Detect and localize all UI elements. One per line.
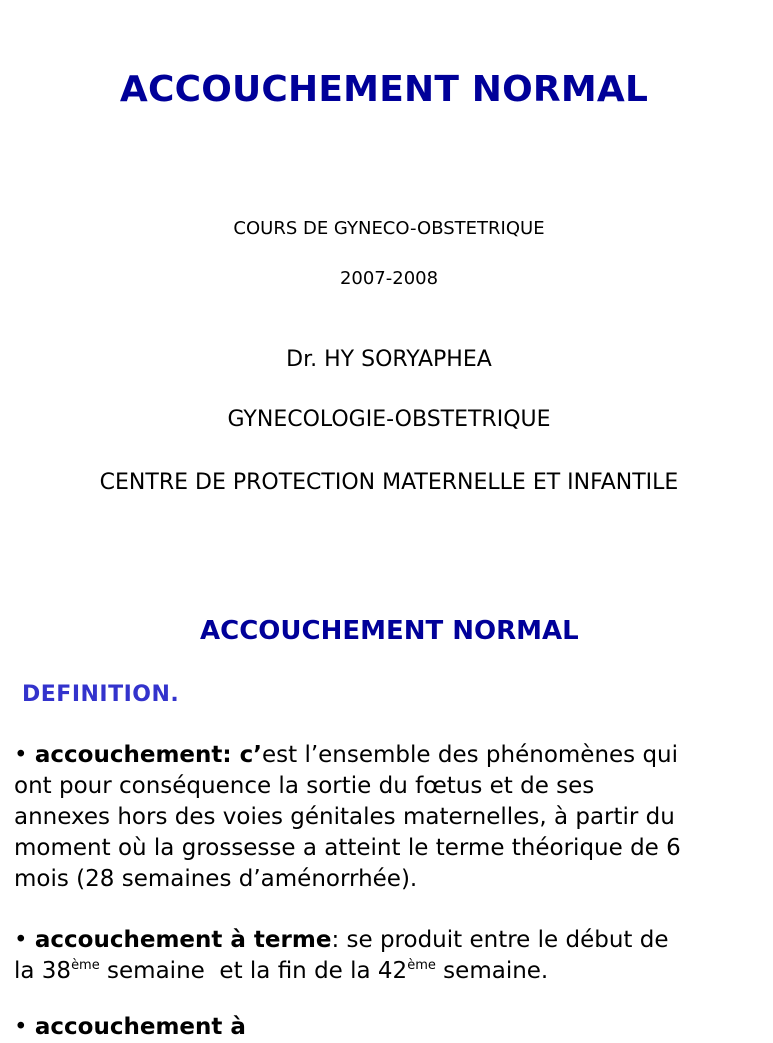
bullet-glyph: • [14,1014,28,1040]
superscript: ème [71,958,100,973]
definition-text: : se produit entre le début de [331,927,669,953]
definition-line [14,956,764,987]
definition-heading: DEFINITION. [22,682,180,707]
section-title: ACCOUCHEMENT NORMAL [200,616,579,646]
definition-term: accouchement: c’ [34,742,262,768]
definition-text: la 38 [14,958,72,984]
definition-text: semaine et la fin de la 42 [99,958,408,984]
document-title: ACCOUCHEMENT NORMAL [119,69,649,110]
definition-line [14,1012,764,1043]
definition-accouchement [14,740,764,895]
definition-partial [14,1012,764,1043]
definition-term: accouchement à terme [34,927,332,953]
definition-text: est l’ensemble des phénomènes qui [261,742,679,768]
definition-line: ont pour conséquence la sortie du fœtus et de ses [14,773,595,799]
author-name: Dr. HY SORYAPHEA [286,347,492,372]
bullet-glyph: • [14,927,28,953]
definition-line [14,925,764,956]
superscript: ème [407,958,436,973]
definition-line: moment où la grossesse a atteint le terme théorique de 6 [14,835,681,861]
definition-text: semaine. [435,958,549,984]
definition-line: annexes hors des voies génitales maternelles, à partir du [14,804,675,830]
bullet-glyph: • [14,742,28,768]
definition-line: mois (28 semaines d’aménorrhée). [14,866,418,892]
definition-term: accouchement à [34,1014,246,1040]
institution-name: CENTRE DE PROTECTION MATERNELLE ET INFANTILE [99,470,679,495]
definition-accouchement-a-terme [14,925,764,987]
definition-line [14,740,764,771]
academic-year: 2007-2008 [339,268,439,289]
department-name: GYNECOLOGIE-OBSTETRIQUE [227,407,551,432]
course-name: COURS DE GYNECO-OBSTETRIQUE [233,218,545,239]
